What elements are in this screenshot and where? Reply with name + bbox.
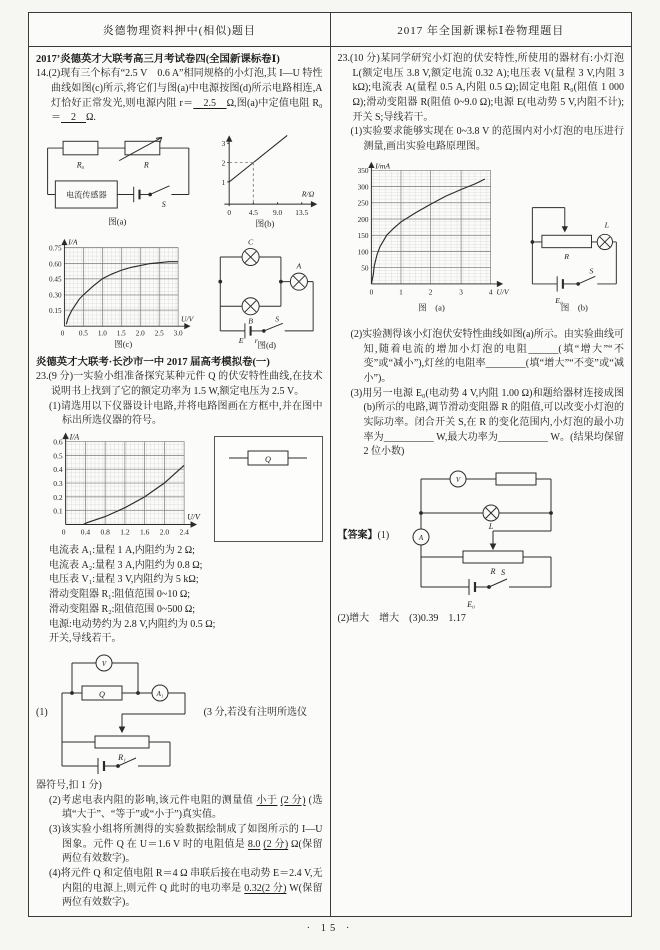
label-ammeter-a1: A₁ <box>156 689 164 698</box>
label-voltmeter: V <box>101 659 106 668</box>
problem-23-left-intro: 23.(9 分)一实验小组准备探究某种元件 Q 的伏安特性曲线,在技术说明书上找到了它的额定功率为 1.5 W,额定电压为 2.5 V。 <box>36 371 323 398</box>
xtick: 1.2 <box>120 527 130 537</box>
problem-23-left-q1: (1)请选用以下仪器设计电路,并将电路图画在方框中,并在图中标出所选仪器的符号。 <box>49 400 323 427</box>
label-current-sensor: 电流传感器 <box>66 190 107 200</box>
xtick: 3 <box>458 288 463 297</box>
label-lamp-c: C <box>247 237 254 247</box>
xtick: 3.0 <box>173 329 183 338</box>
figure-row-a-b <box>36 127 323 231</box>
ytick: 150 <box>357 231 369 240</box>
label-q: Q <box>264 455 271 465</box>
fig-c-caption: 图(c) <box>114 339 133 350</box>
ytick: 200 <box>357 215 369 224</box>
ytick: 2 <box>221 158 225 168</box>
y-axis-label: I/A <box>68 237 78 247</box>
resistor-r0 <box>63 141 98 155</box>
header-left-title: 炎德物理资料押中(相似)题目 <box>102 24 256 37</box>
xtick: 4 <box>488 288 492 297</box>
xtick: 2.0 <box>135 329 145 338</box>
label-rheostat-r1: R₁ <box>117 752 126 762</box>
answer-label <box>338 529 390 544</box>
label-emf: E <box>238 336 244 346</box>
rheostat-r <box>542 235 592 247</box>
ytick: 3 <box>221 139 225 149</box>
xtick: 13.5 <box>294 207 308 217</box>
ytick: 0.2 <box>53 492 63 502</box>
xtick: 1.6 <box>139 527 150 537</box>
xtick: 2 <box>428 288 432 297</box>
label-lamp-l: L <box>604 220 610 230</box>
label-lamp-a: A <box>296 261 302 271</box>
label-lamp-l: L <box>488 522 494 531</box>
two-column-body <box>29 47 631 916</box>
xtick: 0.5 <box>78 329 88 338</box>
answer-circuit-right <box>391 461 586 611</box>
xtick: 4.5 <box>248 207 258 217</box>
xtick: 1.5 <box>116 329 126 338</box>
answer-bold: 【答案】 <box>337 529 378 541</box>
switch <box>150 186 169 195</box>
graph-figure-c <box>36 233 201 353</box>
xtick: 2.5 <box>154 329 164 338</box>
switch <box>489 579 507 587</box>
figure-row-c-d <box>36 233 323 353</box>
fig-a-caption: 图(a) <box>108 216 127 227</box>
problem-23-left-q3: (3)该实验小组将所测得的实验数据绘制成了如图所示的 I—U 图象。元件 Q 在 U＝1.6 V 时的电阻值是 8.0 (2 分) Ω(保留两位有效数字)。 <box>49 823 323 865</box>
label-internal-r: r <box>254 336 258 346</box>
xtick: 2.4 <box>179 527 189 537</box>
rheostat-r <box>463 551 523 563</box>
x-axis-label: U/V <box>180 314 194 324</box>
xtick: 1 <box>398 288 403 297</box>
instrument-line: 开关,导线若干。 <box>49 633 122 645</box>
origin: 0 <box>61 527 66 537</box>
ytick: 300 <box>357 183 369 192</box>
figure-row-right-a-b <box>338 156 625 326</box>
ytick: 0.3 <box>53 479 63 489</box>
label-switch-s: S <box>161 200 166 210</box>
ytick: 0.60 <box>49 260 62 269</box>
problem-23-right-q2: (2)实验测得该小灯泡伏安特性曲线如图(a)所示。由实验曲线可知,随着电流的增加小灯泡的电阻______(填“增大”“不变”或“减小”),灯丝的电阻率________(填“增大”“不变”或“减小”)。 <box>350 328 624 384</box>
ytick: 0.4 <box>53 465 63 475</box>
instrument-line: 电源:电动势约为 2.8 V,内阻约为 0.5 Ω; <box>49 618 216 630</box>
score-note-line2: 器符号,扣 1 分) <box>36 779 102 791</box>
xtick: 2.0 <box>159 527 170 537</box>
header-right-title: 2017 年全国新课标Ⅰ卷物理题目 <box>330 13 632 46</box>
rheostat-r1 <box>95 736 149 748</box>
xtick: 0.8 <box>100 527 110 537</box>
graph-figure-b <box>205 127 323 231</box>
answer-drawing-box <box>214 436 323 542</box>
switch <box>578 276 595 284</box>
xtick: 0 <box>226 207 231 217</box>
problem-23-left-q2: (2)考虑电表内阻的影响,该元件电阻的测量值 小于 (2 分) (选填“大于”、“等于”或“小于”)真实值。 <box>49 794 323 821</box>
circuit-figure-right-b <box>519 156 624 326</box>
y-axis-label: I/A <box>69 432 80 442</box>
label-q: Q <box>98 689 105 699</box>
q-element-symbol <box>215 445 321 471</box>
answer-num: (1) <box>377 529 390 541</box>
instrument-line: 滑动变阻器 R₁:阻值范围 0~10 Ω; <box>49 589 191 601</box>
answer-line-2-3: (2)增大 增大 (3)0.39 1.17 <box>337 613 466 624</box>
y-axis-label: I/mA <box>374 161 390 171</box>
xtick: 1.0 <box>97 329 107 338</box>
ytick: 0.75 <box>49 244 62 253</box>
instrument-line: 电压表 V₁:量程 3 V,内阻约为 5 kΩ; <box>49 574 199 586</box>
label-lamp-b: B <box>248 316 253 326</box>
figure-row-q <box>36 430 323 542</box>
problem-14-text: 14.(2)现有三个标有“2.5 V 0.6 A”相同规格的小灯泡,其 I—U 特性曲线如图(c)所示,将它们与图(a)中电源按图(d)所示电路相连,A 灯恰好正常发光,则电源内阻 r＝ 2.5 Ω,图(a)中定值电阻 R₀＝ 2 Ω. <box>36 68 323 124</box>
ytick: 250 <box>357 199 369 208</box>
circuit-figure-d <box>207 233 323 353</box>
ytick: 0.30 <box>49 291 62 300</box>
label-r0: R₀ <box>76 160 85 170</box>
fig-right-a-caption: 图 (a) <box>417 302 445 313</box>
instrument-line: 电流表 A₁:量程 1 A,内阻约为 2 Ω; <box>49 545 195 557</box>
instrument-list <box>36 544 323 647</box>
dashed-guides <box>229 163 253 205</box>
graph-q-element <box>36 430 208 542</box>
label-rheostat-r: R <box>490 567 496 576</box>
page-number: · 15 · <box>306 923 354 934</box>
answer-1-label: (1) <box>36 706 48 718</box>
origin: 0 <box>60 329 65 338</box>
label-rheostat-r: R <box>564 251 570 261</box>
x-axis-label: U/V <box>187 512 200 522</box>
circuit-figure-a <box>36 127 199 231</box>
ytick: 350 <box>357 167 369 176</box>
label-emf-e0: E₀ <box>555 295 563 305</box>
problem-23-right-q1: (1)实验要求能够实现在 0~3.8 V 的范围内对小灯泡的电压进行测量,画出实验电路原理图。 <box>350 126 624 153</box>
xtick: 9.0 <box>272 207 282 217</box>
x-axis-label: U/V <box>495 287 509 297</box>
answer-circuit-row-left <box>36 648 323 778</box>
ytick: 0.45 <box>49 275 62 284</box>
grid <box>371 170 490 284</box>
protective-resistor <box>496 473 536 485</box>
section-title-exam4: 2017’炎德英才大联考高三月考试卷四(全国新课标卷Ⅰ) <box>36 54 280 65</box>
fig-b-caption: 图(b) <box>255 218 274 229</box>
answer-circuit-row-right <box>338 461 625 611</box>
label-r: R <box>143 160 149 170</box>
score-note-line1: (3 分,若没有注明所选仪 <box>203 706 308 718</box>
origin: 0 <box>369 288 373 297</box>
problem-23-right-q3: (3)用另一电源 E₀(电动势 4 V,内阻 1.00 Ω)和题给器材连接成图(b)所示的电路,调节滑动变阻器 R 的阻值,可以改变小灯泡的实际功率。闭合开关 S,在 R 的变化范围内,小灯泡的最小功率为__________ W,最大功率为__________ W。(结果均保留 2 位小数) <box>350 387 624 458</box>
ytick: 0.6 <box>53 437 63 447</box>
graph-figure-right-a <box>338 156 514 326</box>
x-axis-label: R/Ω <box>301 189 314 199</box>
ytick: 50 <box>360 264 369 273</box>
problem-23-right-intro: 23.(10 分)某同学研究小灯泡的伏安特性,所使用的器材有:小灯泡 L(额定电压 3.8 V,额定电流 0.32 A);电压表 V(量程 3 V,内阻 3 kΩ);电流表 A(量程 0.5 A,内阻 0.5 Ω);固定电阻 R₀(阻值 1 000 Ω);滑动变阻器 R(阻值 0~9.0 Ω);电源 E(电动势 5 V,内阻不计);开关 S;导线若干。 <box>337 53 624 123</box>
left-column <box>29 47 331 916</box>
ytick: 0.1 <box>53 506 63 516</box>
right-column <box>331 47 632 916</box>
fig-d-caption: 图(d) <box>257 340 276 351</box>
ytick: 100 <box>357 248 369 257</box>
section-title-mock1: 炎德英才大联考·长沙市一中 2017 届高考模拟卷(一) <box>36 357 270 369</box>
xtick: 0.4 <box>80 527 91 537</box>
label-switch-s: S <box>589 266 594 276</box>
ytick: 0.5 <box>53 451 63 461</box>
label-switch-s: S <box>275 314 279 324</box>
label-voltmeter: V <box>456 476 461 484</box>
ytick: 1 <box>221 177 225 187</box>
label-switch-s: S <box>501 568 506 577</box>
problem-23-left-q4: (4)将元件 Q 和定值电阻 R＝4 Ω 串联后接在电动势 E＝2.4 V,无内阻的电源上,则元件 Q 此时的电功率是 0.32(2 分) W(保留两位有效数字)。 <box>49 868 323 909</box>
label-ammeter: A <box>419 534 424 542</box>
switch <box>264 323 283 331</box>
ytick: 0.15 <box>49 306 62 315</box>
table-header <box>29 13 631 47</box>
figure-b-line <box>229 136 287 182</box>
document-page-frame <box>28 12 632 917</box>
answer-circuit-left <box>50 648 202 778</box>
label-emf-e0: E₀ <box>467 600 476 609</box>
instrument-line: 电流表 A₂:量程 3 A,内阻约为 0.8 Ω; <box>49 559 203 571</box>
instrument-line: 滑动变阻器 R₂:阻值范围 0~500 Ω; <box>49 603 196 615</box>
fig-right-b-caption: 图 (b) <box>560 302 588 313</box>
